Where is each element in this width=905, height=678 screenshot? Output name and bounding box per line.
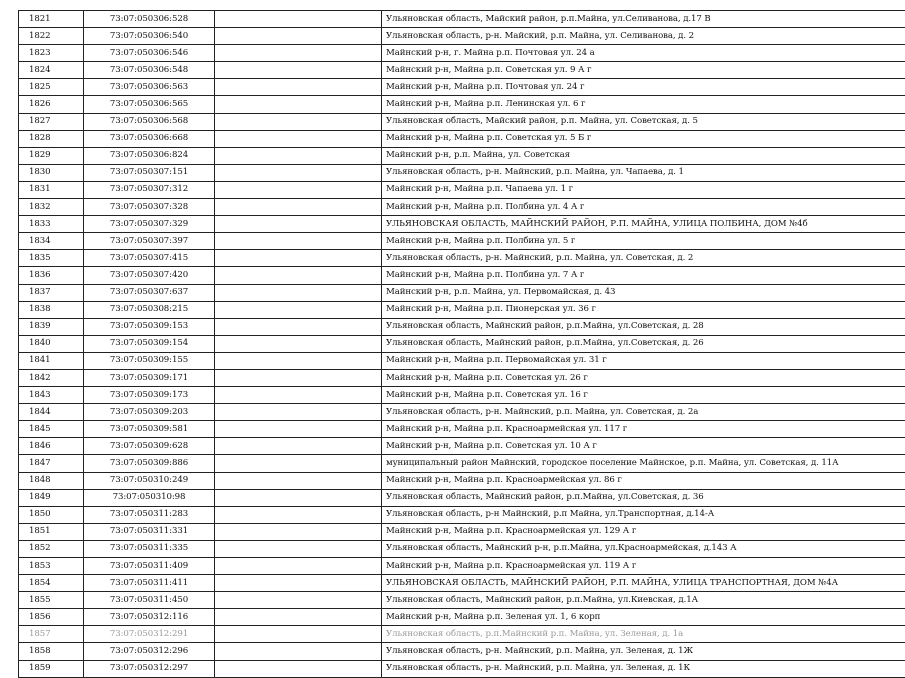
address-cell: Майнский р-н, Майна р.п. Советская ул. 5 Б г bbox=[382, 130, 905, 147]
cadastral-number-cell: 73:07:050309:171 bbox=[84, 369, 215, 386]
empty-cell bbox=[215, 130, 382, 147]
cadastral-number-cell: 73:07:050307:151 bbox=[84, 164, 215, 181]
table-row bbox=[19, 369, 905, 386]
address-cell: Майнский р-н, р.п. Майна, ул. Советская bbox=[382, 147, 905, 164]
registry-sheet bbox=[18, 10, 895, 678]
address-cell: Майнский р-н, Майна р.п. Ленинская ул. 6 г bbox=[382, 96, 905, 113]
row-number-cell: 1838 bbox=[19, 301, 84, 318]
table-row bbox=[19, 404, 905, 421]
row-number-cell: 1851 bbox=[19, 523, 84, 540]
cadastral-number-cell: 73:07:050306:824 bbox=[84, 147, 215, 164]
empty-cell bbox=[215, 216, 382, 233]
empty-cell bbox=[215, 660, 382, 677]
empty-cell bbox=[215, 45, 382, 62]
cadastral-number-cell: 73:07:050306:668 bbox=[84, 130, 215, 147]
cadastral-number-cell: 73:07:050312:297 bbox=[84, 660, 215, 677]
table-row bbox=[19, 267, 905, 284]
row-number-cell: 1859 bbox=[19, 660, 84, 677]
table-row bbox=[19, 609, 905, 626]
row-number-cell: 1821 bbox=[19, 11, 84, 28]
empty-cell bbox=[215, 472, 382, 489]
table-row bbox=[19, 130, 905, 147]
cadastral-number-cell: 73:07:050307:415 bbox=[84, 250, 215, 267]
empty-cell bbox=[215, 113, 382, 130]
empty-cell bbox=[215, 335, 382, 352]
empty-cell bbox=[215, 643, 382, 660]
table-row bbox=[19, 489, 905, 506]
address-cell: Ульяновская область, Майнский район, р.п.Майна, ул.Советская, д. 26 bbox=[382, 335, 905, 352]
address-cell: Майнский р-н, Майна р.п. Почтовая ул. 24 г bbox=[382, 79, 905, 96]
address-cell: Ульяновская область, р-н. Майнский, р.п. Майна, ул. Зеленая, д. 1Ж bbox=[382, 643, 905, 660]
cadastral-number-cell: 73:07:050311:411 bbox=[84, 575, 215, 592]
empty-cell bbox=[215, 352, 382, 369]
empty-cell bbox=[215, 28, 382, 45]
address-cell: Ульяновская область, Майнский район, р.п.Майна, ул.Советская, д. 28 bbox=[382, 318, 905, 335]
registry-table bbox=[18, 10, 905, 678]
cadastral-number-cell: 73:07:050309:173 bbox=[84, 387, 215, 404]
row-number-cell: 1848 bbox=[19, 472, 84, 489]
row-number-cell: 1858 bbox=[19, 643, 84, 660]
empty-cell bbox=[215, 626, 382, 643]
table-row bbox=[19, 455, 905, 472]
table-row bbox=[19, 45, 905, 62]
address-cell: Майнский р-н, Майна р.п. Советская ул. 10 А г bbox=[382, 438, 905, 455]
table-row bbox=[19, 506, 905, 523]
cadastral-number-cell: 73:07:050312:291 bbox=[84, 626, 215, 643]
address-cell: Майнский р-н, Майна р.п. Первомайская ул. 31 г bbox=[382, 352, 905, 369]
empty-cell bbox=[215, 592, 382, 609]
cadastral-number-cell: 73:07:050308:215 bbox=[84, 301, 215, 318]
address-cell: Ульяновская область, Майнский район, р.п.Майна, ул.Киевская, д.1А bbox=[382, 592, 905, 609]
row-number-cell: 1822 bbox=[19, 28, 84, 45]
row-number-cell: 1833 bbox=[19, 216, 84, 233]
empty-cell bbox=[215, 181, 382, 198]
table-row bbox=[19, 147, 905, 164]
row-number-cell: 1850 bbox=[19, 506, 84, 523]
address-cell: Майнский р-н, Майна р.п. Полбина ул. 4 А г bbox=[382, 199, 905, 216]
empty-cell bbox=[215, 404, 382, 421]
address-cell: Майнский р-н, Майна р.п. Чапаева ул. 1 г bbox=[382, 181, 905, 198]
table-row bbox=[19, 575, 905, 592]
empty-cell bbox=[215, 369, 382, 386]
address-cell: Ульяновская область, Майский район, р.п. Майна, ул. Советская, д. 5 bbox=[382, 113, 905, 130]
row-number-cell: 1831 bbox=[19, 181, 84, 198]
empty-cell bbox=[215, 284, 382, 301]
empty-cell bbox=[215, 147, 382, 164]
cadastral-number-cell: 73:07:050306:568 bbox=[84, 113, 215, 130]
empty-cell bbox=[215, 301, 382, 318]
address-cell: Ульяновская область, Майнский р-н, р.п.Майна, ул.Красноармейская, д.143 А bbox=[382, 540, 905, 557]
table-row bbox=[19, 592, 905, 609]
address-cell: Ульяновская область, р.п.Майнский р.п. Майна, ул. Зеленая, д. 1а bbox=[382, 626, 905, 643]
empty-cell bbox=[215, 575, 382, 592]
cadastral-number-cell: 73:07:050307:329 bbox=[84, 216, 215, 233]
cadastral-number-cell: 73:07:050309:153 bbox=[84, 318, 215, 335]
cadastral-number-cell: 73:07:050309:886 bbox=[84, 455, 215, 472]
cadastral-number-cell: 73:07:050309:581 bbox=[84, 421, 215, 438]
address-cell: Майнский р-н, Майна р.п. Полбина ул. 7 А г bbox=[382, 267, 905, 284]
address-cell: Ульяновская область, Майский район, р.п.Майна, ул.Селиванова, д.17 В bbox=[382, 11, 905, 28]
table-row bbox=[19, 301, 905, 318]
cadastral-number-cell: 73:07:050311:409 bbox=[84, 558, 215, 575]
address-cell: Ульяновская область, р-н Майнский, р.п Майна, ул.Транспортная, д.14-А bbox=[382, 506, 905, 523]
table-row bbox=[19, 540, 905, 557]
row-number-cell: 1844 bbox=[19, 404, 84, 421]
address-cell: Майнский р-н, Майна р.п. Красноармейская ул. 86 г bbox=[382, 472, 905, 489]
empty-cell bbox=[215, 62, 382, 79]
row-number-cell: 1837 bbox=[19, 284, 84, 301]
row-number-cell: 1857 bbox=[19, 626, 84, 643]
table-row bbox=[19, 318, 905, 335]
table-row bbox=[19, 79, 905, 96]
row-number-cell: 1835 bbox=[19, 250, 84, 267]
empty-cell bbox=[215, 455, 382, 472]
address-cell: Майнский р-н, р.п. Майна, ул. Первомайская, д. 43 bbox=[382, 284, 905, 301]
address-cell: Майнский р-н, Майна р.п. Советская ул. 26 г bbox=[382, 369, 905, 386]
row-number-cell: 1829 bbox=[19, 147, 84, 164]
empty-cell bbox=[215, 609, 382, 626]
cadastral-number-cell: 73:07:050307:420 bbox=[84, 267, 215, 284]
cadastral-number-cell: 73:07:050312:116 bbox=[84, 609, 215, 626]
cadastral-number-cell: 73:07:050312:296 bbox=[84, 643, 215, 660]
empty-cell bbox=[215, 267, 382, 284]
address-cell: Ульяновская область, р-н. Майский, р.п. Майна, ул. Селиванова, д. 2 bbox=[382, 28, 905, 45]
empty-cell bbox=[215, 489, 382, 506]
address-cell: муниципальный район Майнский, городское поселение Майнское, р.п. Майна, ул. Советская, д. 11А bbox=[382, 455, 905, 472]
row-number-cell: 1828 bbox=[19, 130, 84, 147]
address-cell: Майнский р-н, Майна р.п. Красноармейская ул. 129 А г bbox=[382, 523, 905, 540]
cadastral-number-cell: 73:07:050309:155 bbox=[84, 352, 215, 369]
row-number-cell: 1845 bbox=[19, 421, 84, 438]
cadastral-number-cell: 73:07:050309:628 bbox=[84, 438, 215, 455]
table-row bbox=[19, 558, 905, 575]
table-row bbox=[19, 113, 905, 130]
cadastral-number-cell: 73:07:050311:450 bbox=[84, 592, 215, 609]
empty-cell bbox=[215, 250, 382, 267]
row-number-cell: 1825 bbox=[19, 79, 84, 96]
empty-cell bbox=[215, 199, 382, 216]
row-number-cell: 1852 bbox=[19, 540, 84, 557]
empty-cell bbox=[215, 11, 382, 28]
empty-cell bbox=[215, 164, 382, 181]
cadastral-number-cell: 73:07:050309:203 bbox=[84, 404, 215, 421]
cadastral-number-cell: 73:07:050311:331 bbox=[84, 523, 215, 540]
address-cell: Ульяновская область, р-н. Майнский, р.п. Майна, ул. Чапаева, д. 1 bbox=[382, 164, 905, 181]
cadastral-number-cell: 73:07:050306:546 bbox=[84, 45, 215, 62]
row-number-cell: 1847 bbox=[19, 455, 84, 472]
address-cell: Майнский р-н, Майна р.п. Советская ул. 16 г bbox=[382, 387, 905, 404]
table-row bbox=[19, 438, 905, 455]
address-cell: Майнский р-н, Майна р.п. Красноармейская ул. 117 г bbox=[382, 421, 905, 438]
table-row bbox=[19, 181, 905, 198]
cadastral-number-cell: 73:07:050307:312 bbox=[84, 181, 215, 198]
row-number-cell: 1826 bbox=[19, 96, 84, 113]
address-cell: Майнский р-н, Майна р.п. Советская ул. 9 А г bbox=[382, 62, 905, 79]
table-row bbox=[19, 11, 905, 28]
cadastral-number-cell: 73:07:050306:565 bbox=[84, 96, 215, 113]
cadastral-number-cell: 73:07:050311:283 bbox=[84, 506, 215, 523]
cadastral-number-cell: 73:07:050307:397 bbox=[84, 233, 215, 250]
row-number-cell: 1832 bbox=[19, 199, 84, 216]
table-row bbox=[19, 28, 905, 45]
address-cell: Ульяновская область, р-н. Майнский, р.п. Майна, ул. Советская, д. 2а bbox=[382, 404, 905, 421]
row-number-cell: 1836 bbox=[19, 267, 84, 284]
row-number-cell: 1827 bbox=[19, 113, 84, 130]
address-cell: УЛЬЯНОВСКАЯ ОБЛАСТЬ, МАЙНСКИЙ РАЙОН, Р.П. МАЙНА, УЛИЦА ТРАНСПОРТНАЯ, ДОМ №4А bbox=[382, 575, 905, 592]
cadastral-number-cell: 73:07:050306:528 bbox=[84, 11, 215, 28]
table-row bbox=[19, 164, 905, 181]
address-cell: Майнский р-н, Майна р.п. Красноармейская ул. 119 А г bbox=[382, 558, 905, 575]
table-row bbox=[19, 335, 905, 352]
address-cell: Ульяновская область, Майнский район, р.п.Майна, ул.Советская, д. 36 bbox=[382, 489, 905, 506]
row-number-cell: 1854 bbox=[19, 575, 84, 592]
cadastral-number-cell: 73:07:050306:563 bbox=[84, 79, 215, 96]
address-cell: Майнский р-н, г. Майна р.п. Почтовая ул. 24 а bbox=[382, 45, 905, 62]
cadastral-number-cell: 73:07:050307:637 bbox=[84, 284, 215, 301]
address-cell: Майнский р-н, Майна р.п. Полбина ул. 5 г bbox=[382, 233, 905, 250]
table-row bbox=[19, 284, 905, 301]
row-number-cell: 1824 bbox=[19, 62, 84, 79]
registry-table-body bbox=[19, 11, 905, 678]
row-number-cell: 1855 bbox=[19, 592, 84, 609]
empty-cell bbox=[215, 540, 382, 557]
row-number-cell: 1841 bbox=[19, 352, 84, 369]
empty-cell bbox=[215, 558, 382, 575]
row-number-cell: 1839 bbox=[19, 318, 84, 335]
address-cell: Ульяновская область, р-н. Майнский, р.п. Майна, ул. Советская, д. 2 bbox=[382, 250, 905, 267]
row-number-cell: 1830 bbox=[19, 164, 84, 181]
table-row bbox=[19, 233, 905, 250]
empty-cell bbox=[215, 506, 382, 523]
cadastral-number-cell: 73:07:050307:328 bbox=[84, 199, 215, 216]
row-number-cell: 1849 bbox=[19, 489, 84, 506]
address-cell: УЛЬЯНОВСКАЯ ОБЛАСТЬ, МАЙНСКИЙ РАЙОН, Р.П. МАЙНА, УЛИЦА ПОЛБИНА, ДОМ №4б bbox=[382, 216, 905, 233]
row-number-cell: 1856 bbox=[19, 609, 84, 626]
table-row bbox=[19, 96, 905, 113]
table-row bbox=[19, 523, 905, 540]
table-row bbox=[19, 626, 905, 643]
row-number-cell: 1846 bbox=[19, 438, 84, 455]
row-number-cell: 1853 bbox=[19, 558, 84, 575]
table-row bbox=[19, 643, 905, 660]
row-number-cell: 1840 bbox=[19, 335, 84, 352]
empty-cell bbox=[215, 79, 382, 96]
table-row bbox=[19, 421, 905, 438]
empty-cell bbox=[215, 233, 382, 250]
row-number-cell: 1842 bbox=[19, 369, 84, 386]
cadastral-number-cell: 73:07:050309:154 bbox=[84, 335, 215, 352]
table-row bbox=[19, 352, 905, 369]
empty-cell bbox=[215, 421, 382, 438]
empty-cell bbox=[215, 318, 382, 335]
cadastral-number-cell: 73:07:050310:98 bbox=[84, 489, 215, 506]
cadastral-number-cell: 73:07:050310:249 bbox=[84, 472, 215, 489]
empty-cell bbox=[215, 523, 382, 540]
table-row bbox=[19, 387, 905, 404]
table-row bbox=[19, 216, 905, 233]
row-number-cell: 1834 bbox=[19, 233, 84, 250]
cadastral-number-cell: 73:07:050306:540 bbox=[84, 28, 215, 45]
table-row bbox=[19, 199, 905, 216]
empty-cell bbox=[215, 438, 382, 455]
row-number-cell: 1843 bbox=[19, 387, 84, 404]
address-cell: Ульяновская область, р-н. Майнский, р.п. Майна, ул. Зеленая, д. 1К bbox=[382, 660, 905, 677]
table-row bbox=[19, 660, 905, 677]
table-row bbox=[19, 62, 905, 79]
cadastral-number-cell: 73:07:050306:548 bbox=[84, 62, 215, 79]
table-row bbox=[19, 472, 905, 489]
cadastral-number-cell: 73:07:050311:335 bbox=[84, 540, 215, 557]
row-number-cell: 1823 bbox=[19, 45, 84, 62]
table-row bbox=[19, 250, 905, 267]
empty-cell bbox=[215, 387, 382, 404]
address-cell: Майнский р-н, Майна р.п. Зеленая ул. 1, 6 корп bbox=[382, 609, 905, 626]
empty-cell bbox=[215, 96, 382, 113]
address-cell: Майнский р-н, Майна р.п. Пионерская ул. 36 г bbox=[382, 301, 905, 318]
